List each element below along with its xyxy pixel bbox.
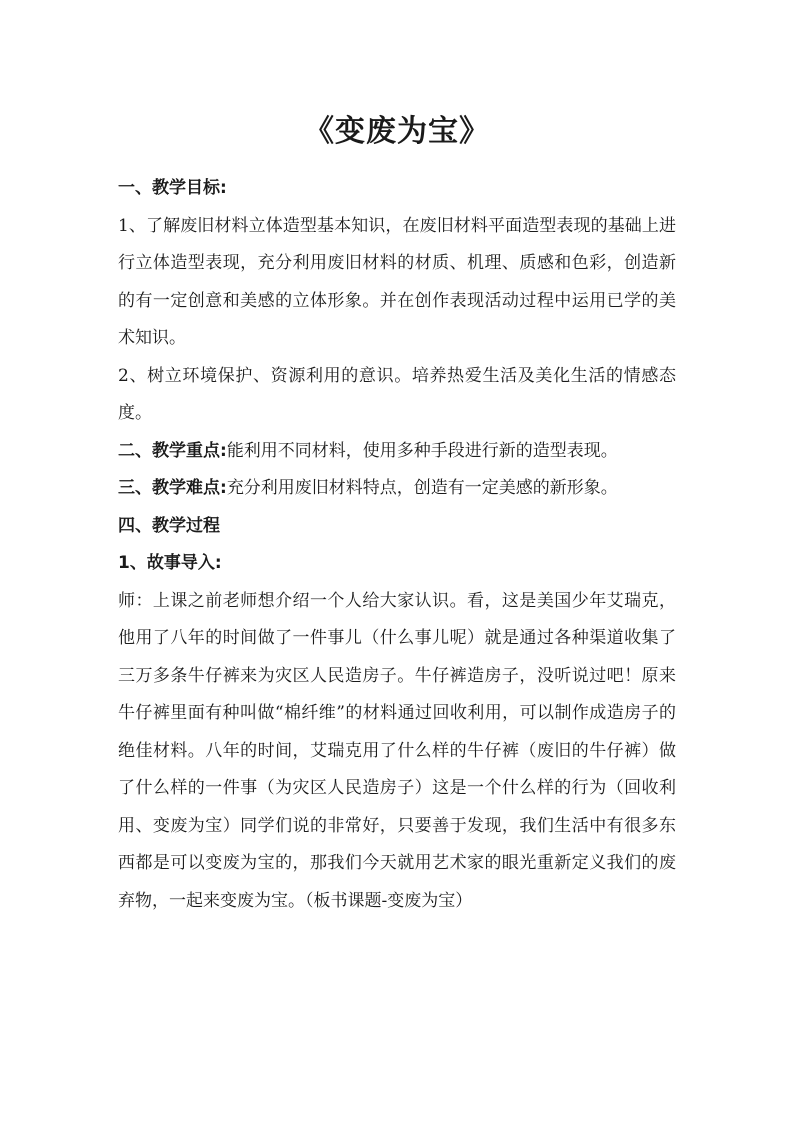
goal-paragraph-1: 1、了解废旧材料立体造型基本知识，在废旧材料平面造型表现的基础上进行立体造型表现，充分利用废旧材料的材质、机理、质感和色彩，创造新的有一定创意和美感的立体形象。并在创作表现活动过程中运用已学的美术知识。 [118, 215, 676, 348]
difficulties-text: 充分利用废旧材料特点，创造有一定美感的新形象。 [226, 478, 618, 498]
key-points-paragraph [118, 433, 676, 471]
goal-paragraph-2: 2、树立环境保护、资源利用的意识。培养热爱生活及美化生活的情感态度。 [118, 365, 676, 423]
section-heading-difficulties: 三、教学难点: [118, 478, 227, 498]
section-heading-key-points: 二、教学重点: [118, 440, 227, 461]
section-heading-process: 四、教学过程 [118, 515, 220, 536]
difficulties-paragraph [118, 470, 676, 508]
step-heading-story: 1、故事导入: [118, 553, 222, 573]
key-points-text: 能利用不同材料，使用多种手段进行新的造型表现。 [226, 440, 618, 461]
document-title: 《变废为宝》 [304, 114, 490, 149]
story-paragraph: 师：上课之前老师想介绍一个人给大家认识。看，这是美国少年艾瑞克，他用了八年的时间做了一件事儿（什么事儿呢）就是通过各种渠道收集了三万多条牛仔裤来为灾区人民造房子。牛仔裤造房子，没听说过吧！原来牛仔裤里面有种叫做“棉纤维”的材料通过回收利用，可以制作成造房子的绝佳材料。八年的时间，艾瑞克用了什么样的牛仔裤（废旧的牛仔裤）做了什么样的一件事（为灾区人民造房子）这是一个什么样的行为（回收利用、变废为宝）同学们说的非常好，只要善于发现，我们生活中有很多东西都是可以变废为宝的，那我们今天就用艺术家的眼光重新定义我们的废弃物，一起来变废为宝。（板书课题-变废为宝） [118, 590, 676, 911]
section-heading-goals: 一、教学目标: [118, 178, 227, 198]
